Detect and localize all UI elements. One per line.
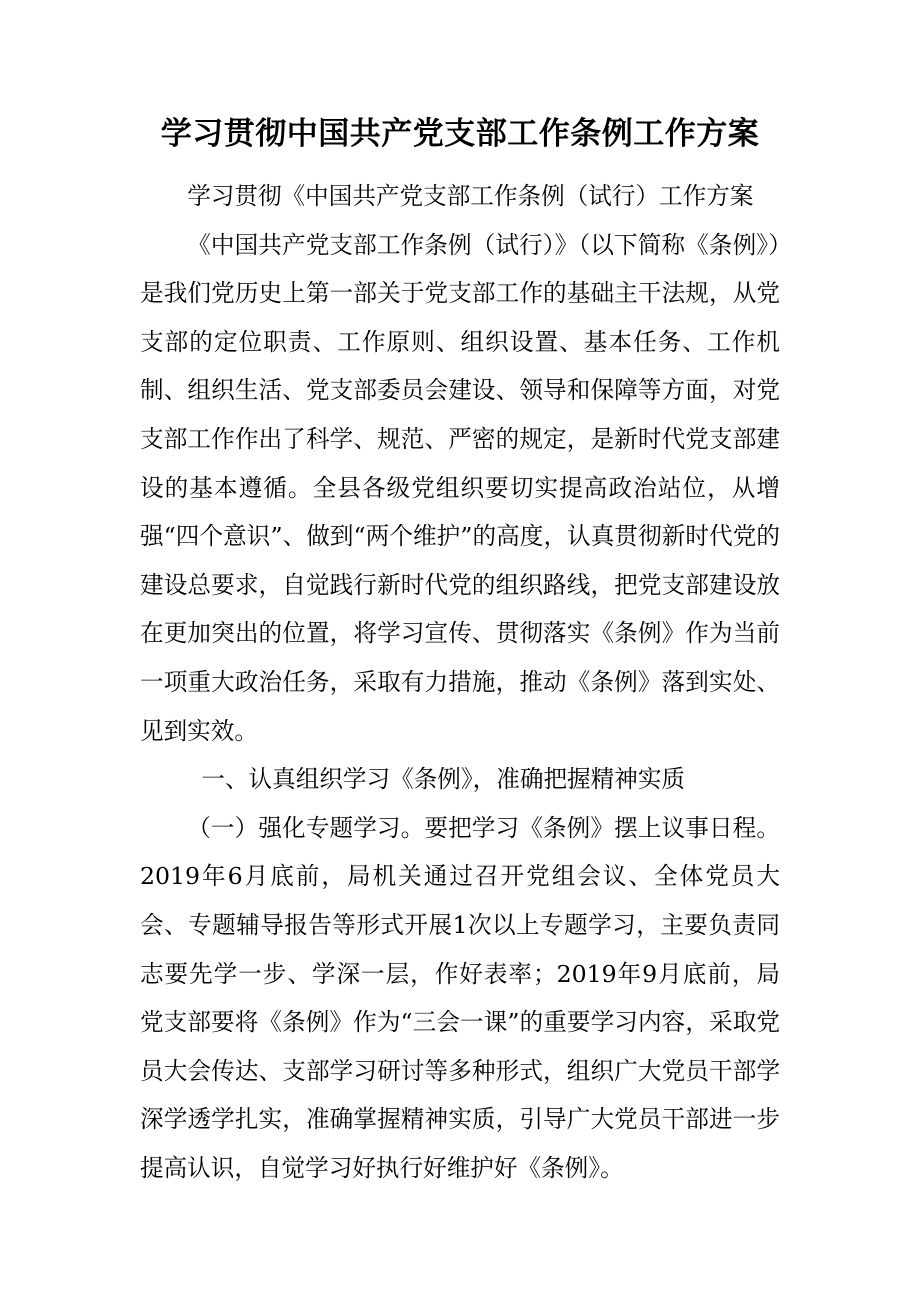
document-title: 学习贯彻中国共产党支部工作条例工作方案: [160, 116, 760, 152]
document-body: [140, 172, 780, 1192]
document-subtitle: 学习贯彻《中国共产党支部工作条例（试行）工作方案: [187, 182, 754, 210]
section-heading: 一、认真组织学习《条例》，准确把握精神实质: [201, 765, 686, 794]
intro-paragraph: 《中国共产党支部工作条例（试行）》（以下简称《条例》）是我们党历史上第一部关于党支部工作的基础主干法规，从党支部的定位职责、工作原则、组织设置、基本任务、工作机制、组织生活、党支部委员会建设、领导和保障等方面，对党支部工作作出了科学、规范、严密的规定，是新时代党支部建设的基本遵循。全县各级党组织要切实提高政治站位，从增强“四个意识”、做到“两个维护”的高度，认真贯彻新时代党的建设总要求，自觉践行新时代党的组织路线，把党支部建设放在更加突出的位置，将学习宣传、贯彻落实《条例》作为当前一项重大政治任务，采取有力措施，推动《条例》落到实处、见到实效。: [140, 230, 780, 745]
section-paragraph: （一）强化专题学习。要把学习《条例》摆上议事日程。2019年6月底前，局机关通过召开党组会议、全体党员大会、专题辅导报告等形式开展1次以上专题学习，主要负责同志要先学一步、学深一层，作好表率；2019年9月底前，局党支部要将《条例》作为“三会一课”的重要学习内容，采取党员大会传达、支部学习研讨等多种形式，组织广大党员干部学深学透学扎实，准确掌握精神实质，引导广大党员干部进一步提高认识，自觉学习好执行好维护好《条例》。: [140, 813, 780, 1182]
